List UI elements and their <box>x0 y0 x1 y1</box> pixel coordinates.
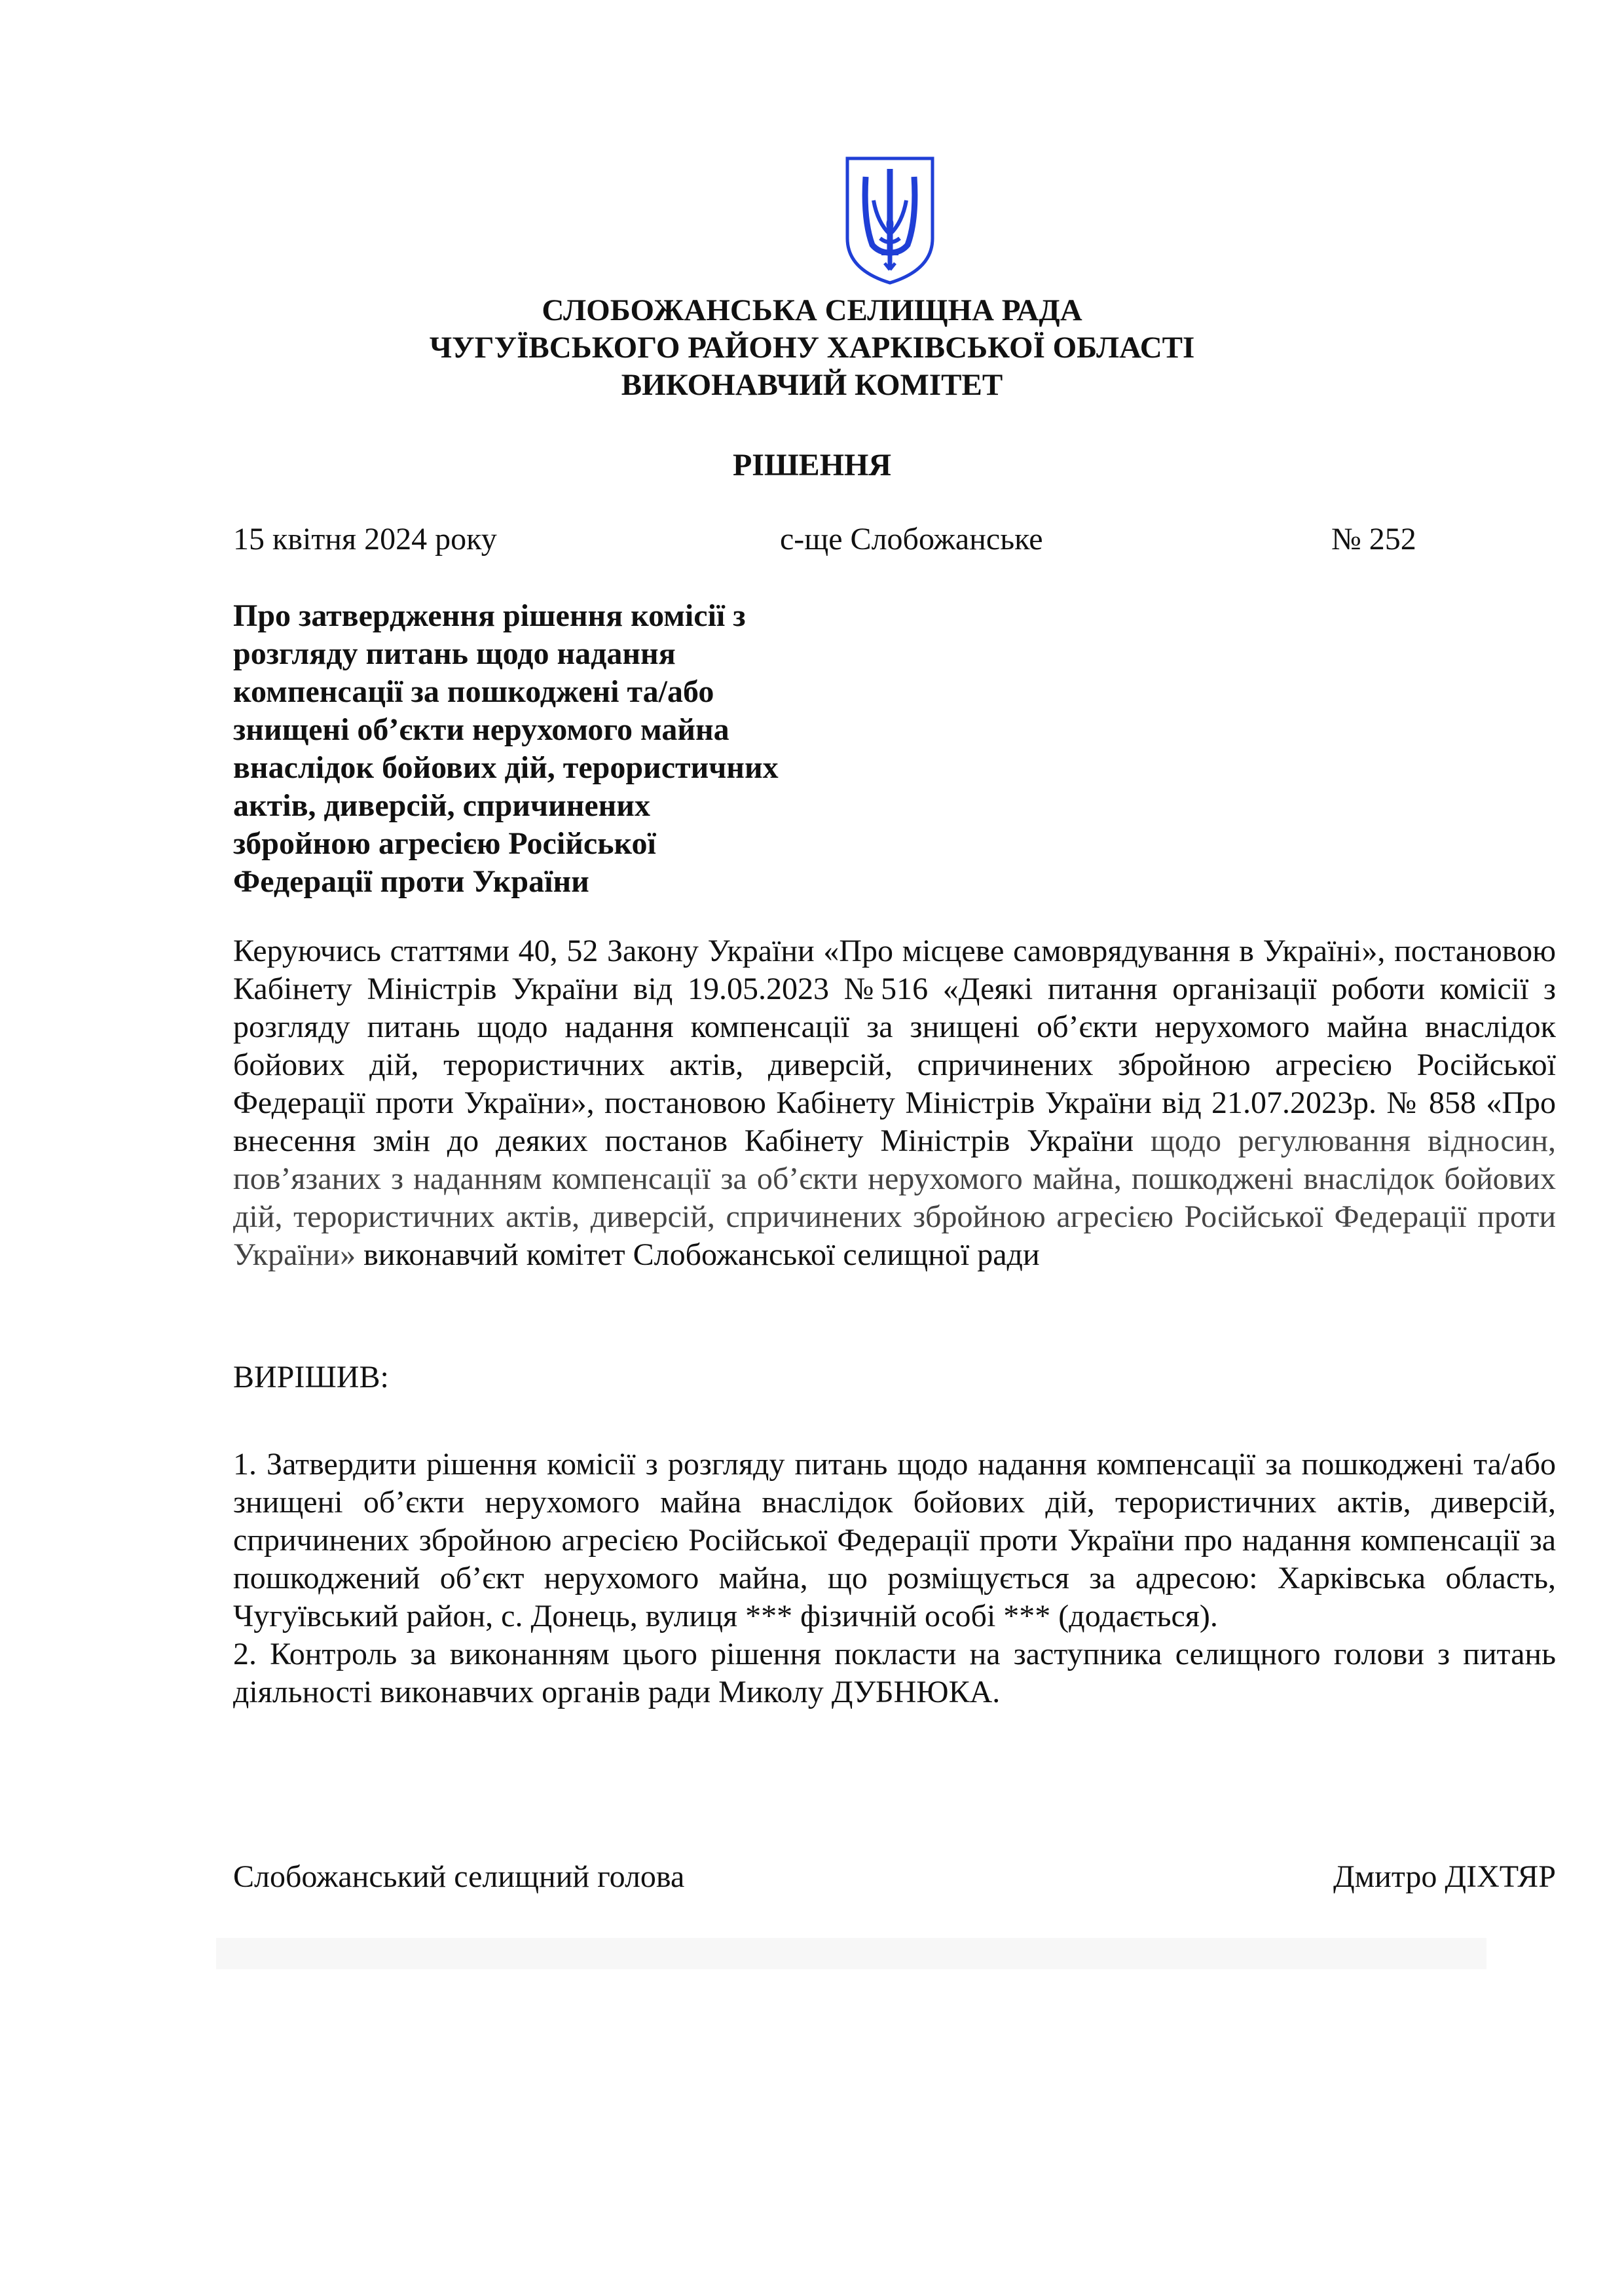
decision-items <box>233 1446 1556 1711</box>
preamble-text: Керуючись статтями 40, 52 Закону України «Про місцеве самоврядування в Україні», постановою Кабінету Міністрів України від 19.05.2023 №516 «Деякі питання організації роботи комісії з розгляду питань щодо надання компенсації за знищені об’єкти нерухомого майна внаслідок бойових дій, терористичних актів, диверсій, спричинених збройною агресією Російської Федерації проти України», постановою Кабінету Міністрів України від 21.07.2023р. № 858 «Про внесення змін до деяких постанов Кабінету Міністрів України <box>233 934 1556 1158</box>
subject-line: Федерації проти України <box>233 864 589 899</box>
subject-line: знищені об’єкти нерухомого майна <box>233 712 729 747</box>
document-subject <box>233 597 888 901</box>
preamble-text-end: виконавчий комітет Слобожанської селищної ради <box>356 1237 1040 1272</box>
footer-band <box>216 1938 1486 1969</box>
document-number: № 252 <box>1331 522 1416 556</box>
preamble-text-quoted: щодо регулювання відносин, пов’язаних з наданням компенсації за об’єкти нерухомого майна, пошкоджені внаслідок бойових дій, терористичних актів, диверсій, спричинених збройною агресією Російської Федерації проти України» <box>233 1123 1557 1272</box>
preamble-paragraph <box>233 932 1556 1274</box>
decision-item: 2. Контроль за виконанням цього рішення покласти на заступника селищного голови з питань діяльності виконавчих органів ради Миколу ДУБНЮКА. <box>233 1637 1556 1709</box>
subject-line: внаслідок бойових дій, терористичних <box>233 750 779 785</box>
subject-line: актів, диверсій, спричинених <box>233 788 650 823</box>
document-date: 15 квітня 2024 року <box>233 522 497 556</box>
document-place: с-ще Слобожанське <box>780 522 1043 556</box>
subject-line: розгляду питань щодо надання <box>233 636 676 671</box>
committee-name: ВИКОНАВЧИЙ КОМІТЕТ <box>621 368 1003 402</box>
signer-position: Слобожанський селищний голова <box>233 1859 685 1894</box>
signer-name: Дмитро ДІХТЯР <box>1333 1859 1556 1894</box>
council-name: СЛОБОЖАНСЬКА СЕЛИЩНА РАДА <box>542 293 1082 327</box>
signature-block <box>233 1858 1556 1897</box>
subject-line: Про затвердження рішення комісії з <box>233 598 746 633</box>
subject-line: компенсації за пошкоджені та/або <box>233 674 714 709</box>
issuer-header <box>0 292 1624 404</box>
ukraine-coat-of-arms-icon <box>843 155 936 285</box>
document-meta <box>233 520 1425 560</box>
decision-item: 1. Затвердити рішення комісії з розгляду питань щодо надання компенсації за пошкоджені та/або знищені об’єкти нерухомого майна внаслідок бойових дій, терористичних актів, диверсій, спричинених збройною агресією Російської Федерації проти України про надання компенсації за пошкоджений об’єкт нерухомого майна, що розміщується за адресою: Харківська область, Чугуївський район, с. Донець, вулиця *** фізичній особі *** (додається). <box>233 1447 1556 1633</box>
resolve-label: ВИРІШИВ: <box>233 1360 389 1394</box>
document-type-title: РІШЕННЯ <box>732 448 892 483</box>
subject-line: збройною агресією Російської <box>233 826 656 861</box>
district-name: ЧУГУЇВСЬКОГО РАЙОНУ ХАРКІВСЬКОЇ ОБЛАСТІ <box>429 331 1195 365</box>
